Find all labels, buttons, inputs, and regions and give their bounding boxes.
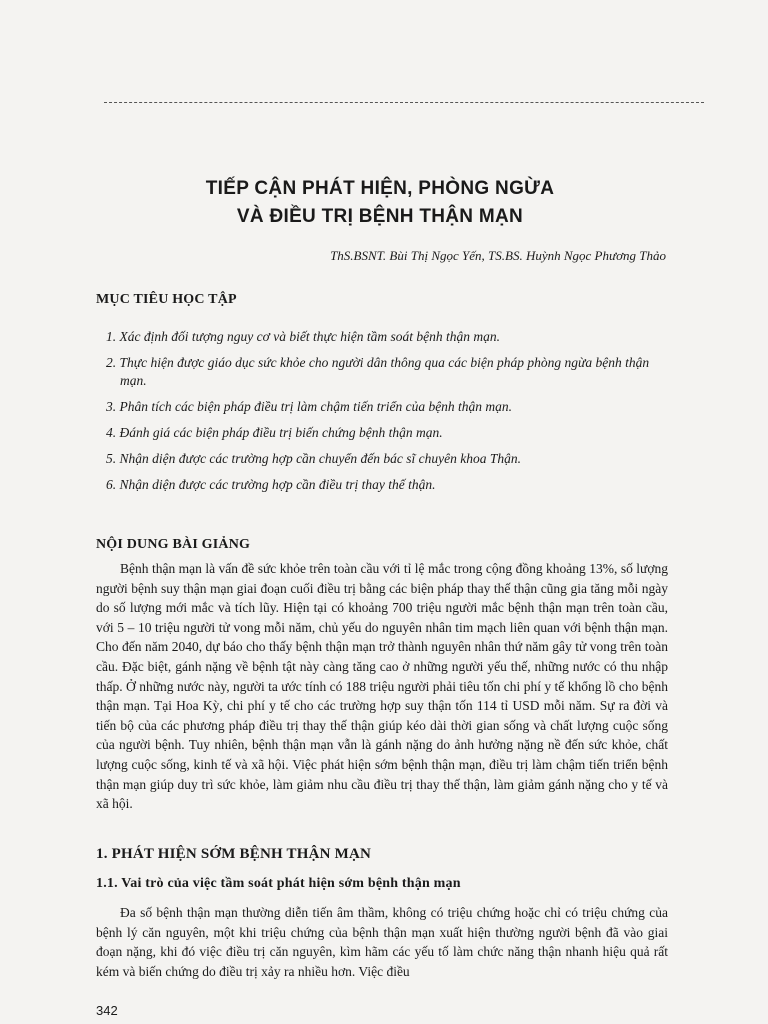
objective-item: 3. Phân tích các biện pháp điều trị làm chậm tiến triển của bệnh thận mạn. [106, 399, 513, 414]
title-line-1: TIẾP CẬN PHÁT HIỆN, PHÒNG NGỪA [205, 178, 555, 199]
section-1-1-paragraph: Đa số bệnh thận mạn thường diễn tiến âm thầm, không có triệu chứng hoặc chỉ có triệu chứng của bệnh lý căn nguyên, một khi triệu chứng của bệnh thận mạn xuất hiện thường người bệnh đã vào giai đoạn nặng, khi đó việc điều trị căn nguyên, kìm hãm các yếu tố làm chức năng thận nhanh hiệu quả rất kém và biến chứng do điều trị xảy ra nhiều hơn. Việc điều [96, 905, 668, 979]
section-1-1-heading: 1.1. Vai trò của việc tầm soát phát hiện sớm bệnh thận mạn [96, 876, 461, 891]
intro-paragraph: Bệnh thận mạn là vấn đề sức khỏe trên toàn cầu với tỉ lệ mắc trong cộng đồng khoảng 13%, số lượng người bệnh suy thận mạn giai đoạn cuối điều trị bằng các biện pháp thay thế thận cũng gia tăng mỗi ngày do số lượng mới mắc và tích lũy. Hiện tại có khoảng 700 triệu người mắc bệnh thận mạn trên toàn cầu, với 5 – 10 triệu người tử vong mỗi năm, chủ yếu do nguyên nhân tim mạch liên quan với bệnh thận mạn. Cho đến năm 2040, dự báo cho thấy bệnh thận mạn trở thành nguyên nhân thứ năm gây tử vong trên toàn cầu. Đặc biệt, gánh nặng về bệnh tật này càng tăng cao ở những người yếu thế, những nước có thu nhập thấp. Ở những nước này, người ta ước tính có 188 triệu người phải tiêu tốn chi phí y tế khổng lồ cho bệnh thận mạn. Tại Hoa Kỳ, chi phí y tế cho các trường hợp suy thận tốn 114 tỉ USD mỗi năm. Sự ra đời và tiến bộ của các phương pháp điều trị thay thế thận giúp kéo dài thời gian sống và chất lượng cuộc sống của người bệnh. Tuy nhiên, bệnh thận mạn vẫn là gánh nặng do ảnh hưởng nặng nề đến sức khỏe, chất lượng cuộc sống, kinh tế và xã hội. Việc phát hiện sớm bệnh thận mạn, điều trị làm chậm tiến triển bệnh thận mạn giúp duy trì sức khỏe, làm giảm nhu cầu điều trị thay thế thận, làm giảm gánh nặng cho y tế và xã hội. [96, 561, 668, 812]
title-line-2: VÀ ĐIỀU TRỊ BỆNH THẬN MẠN [236, 206, 524, 227]
page-number: 342 [96, 1003, 118, 1018]
header-divider [104, 102, 704, 103]
objective-item: 1. Xác định đối tượng nguy cơ và biết thực hiện tầm soát bệnh thận mạn. [106, 329, 500, 344]
objective-item: 6. Nhận diện được các trường hợp cần điều trị thay thế thận. [106, 477, 436, 492]
section-1-heading: 1. PHÁT HIỆN SỚM BỆNH THẬN MẠN [96, 846, 372, 862]
objectives-heading: MỤC TIÊU HỌC TẬP [96, 292, 237, 307]
objectives-list [106, 328, 666, 502]
objective-item: 4. Đánh giá các biện pháp điều trị biến chứng bệnh thận mạn. [106, 425, 443, 440]
objective-item: 5. Nhận diện được các trường hợp cần chuyển đến bác sĩ chuyên khoa Thận. [106, 451, 521, 466]
authors: ThS.BSNT. Bùi Thị Ngọc Yến, TS.BS. Huỳnh Ngọc Phương Thảo [330, 248, 666, 263]
objective-item: 2. Thực hiện được giáo dục sức khỏe cho người dân thông qua các biện pháp phòng ngừa bệnh thận mạn. [106, 355, 650, 388]
content-heading: NỘI DUNG BÀI GIẢNG [96, 537, 251, 552]
